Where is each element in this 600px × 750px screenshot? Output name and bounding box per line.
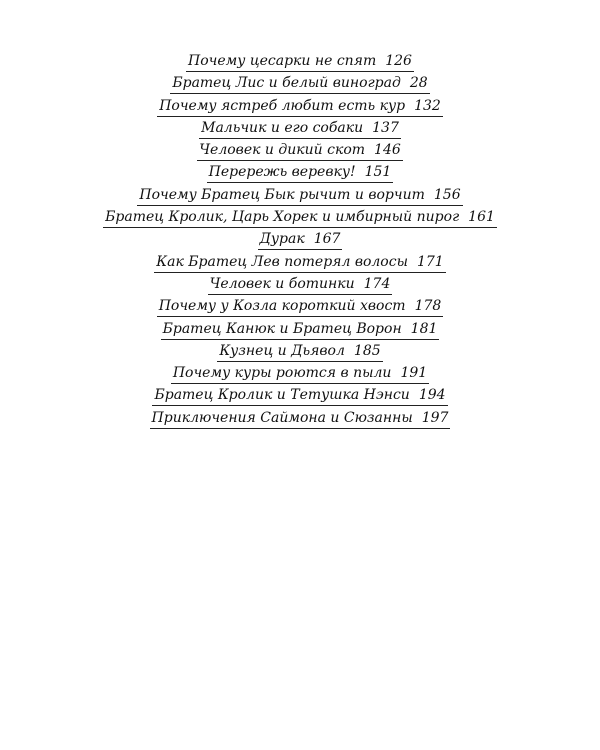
toc-link[interactable] bbox=[208, 276, 393, 295]
toc-title: Братец Лис и белый виноград bbox=[172, 75, 401, 92]
toc-link[interactable] bbox=[152, 387, 447, 406]
toc-entry bbox=[0, 276, 600, 298]
toc-page-number: 146 bbox=[374, 142, 401, 159]
toc-entry bbox=[0, 410, 600, 432]
toc-entry bbox=[0, 321, 600, 343]
toc-entry bbox=[0, 98, 600, 120]
toc-title: Человек и ботинки bbox=[209, 275, 355, 292]
toc-link[interactable] bbox=[157, 98, 443, 117]
toc-page-number: 137 bbox=[372, 119, 399, 136]
toc-title: Почему Братец Бык рычит и ворчит bbox=[139, 186, 425, 203]
toc-link[interactable] bbox=[137, 187, 462, 206]
toc-entry bbox=[0, 53, 600, 75]
toc-title: Мальчик и его собаки bbox=[201, 119, 364, 136]
toc-title: Кузнец и Дьявол bbox=[219, 342, 345, 359]
toc-link[interactable] bbox=[207, 164, 394, 183]
toc-link[interactable] bbox=[170, 75, 429, 94]
toc-link[interactable] bbox=[197, 142, 403, 161]
toc-title: Перережь веревку! bbox=[208, 164, 356, 181]
toc-title: Почему куры роются в пыли bbox=[172, 365, 392, 382]
toc-page-number: 181 bbox=[410, 320, 438, 337]
toc-page-number: 191 bbox=[400, 365, 428, 382]
toc-entry bbox=[0, 298, 600, 320]
toc-title: Братец Кролик, Царь Хорек и имбирный пирог bbox=[105, 209, 460, 226]
table-of-contents bbox=[0, 53, 600, 432]
toc-page-number: 132 bbox=[414, 97, 441, 114]
toc-link[interactable] bbox=[199, 120, 401, 139]
toc-link[interactable] bbox=[171, 365, 429, 384]
toc-page-number: 197 bbox=[421, 409, 449, 426]
toc-entry bbox=[0, 231, 600, 253]
toc-link[interactable] bbox=[150, 410, 451, 429]
toc-title: Почему у Козла короткий хвост bbox=[158, 298, 406, 315]
toc-page-number: 178 bbox=[414, 298, 442, 315]
toc-link[interactable] bbox=[186, 53, 414, 72]
toc-entry bbox=[0, 187, 600, 209]
toc-page-number: 28 bbox=[409, 75, 428, 92]
toc-page-number: 161 bbox=[468, 209, 495, 226]
toc-page-number: 156 bbox=[433, 186, 461, 203]
toc-entry bbox=[0, 120, 600, 142]
toc-link[interactable] bbox=[103, 209, 497, 228]
toc-page-number: 151 bbox=[364, 164, 392, 181]
toc-entry bbox=[0, 343, 600, 365]
toc-entry bbox=[0, 254, 600, 276]
toc-link[interactable] bbox=[217, 343, 382, 362]
toc-entry bbox=[0, 365, 600, 387]
toc-page-number: 194 bbox=[418, 387, 446, 404]
toc-entry bbox=[0, 387, 600, 409]
toc-title: Человек и дикий скот bbox=[199, 142, 366, 159]
toc-link[interactable] bbox=[157, 298, 444, 317]
toc-title: Братец Кролик и Тетушка Нэнси bbox=[154, 387, 410, 404]
toc-title: Как Братец Лев потерял волосы bbox=[156, 253, 408, 270]
toc-page-number: 185 bbox=[353, 342, 381, 359]
toc-link[interactable] bbox=[258, 231, 343, 250]
toc-title: Почему цесарки не спят bbox=[188, 53, 377, 69]
toc-link[interactable] bbox=[161, 321, 440, 340]
toc-entry bbox=[0, 142, 600, 164]
toc-page-number: 167 bbox=[313, 231, 341, 248]
toc-title: Братец Канюк и Братец Ворон bbox=[162, 320, 402, 337]
toc-entry bbox=[0, 75, 600, 97]
toc-title: Дурак bbox=[259, 231, 305, 248]
toc-page-number: 126 bbox=[385, 53, 412, 69]
toc-title: Приключения Саймона и Сюзанны bbox=[151, 409, 413, 426]
toc-entry bbox=[0, 164, 600, 186]
toc-page-number: 171 bbox=[416, 253, 444, 270]
toc-page-number: 174 bbox=[363, 275, 391, 292]
toc-entry bbox=[0, 209, 600, 231]
toc-link[interactable] bbox=[154, 254, 445, 273]
toc-title: Почему ястреб любит есть кур bbox=[159, 97, 406, 114]
